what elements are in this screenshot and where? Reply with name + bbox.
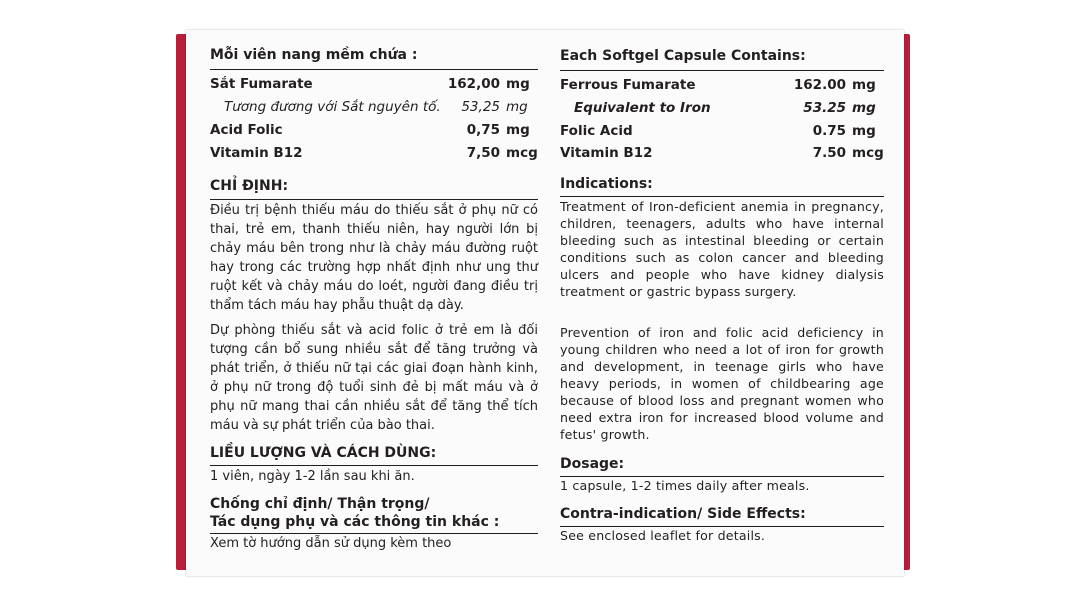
- indications-treatment-vi: Điều trị bệnh thiếu máu do thiếu sắt ở phụ nữ có thai, trẻ em, thanh thiếu niên, hay người lớn bị chảy máu bên trong như là chảy máu đường ruột hay trong các trường hợp nhất định như ung thư ruột kết và chảy máu do loét, người đang điều trị thẩm tách máu hay phẫu thuật dạ dày.: [210, 203, 538, 313]
- ingredient-value: 0,75: [466, 122, 500, 138]
- indications-prevention-en: Prevention of iron and folic acid deficiency in young children who need a lot of iron for growth and development, in teenage girls who have heavy periods, in women of childbearing age because of blood loss and pregnant women who need extra iron for increased blood volume and fetus' growth.: [560, 325, 884, 442]
- ingredient-unit: mg: [852, 77, 876, 93]
- ingredient-value: 7,50: [466, 145, 500, 161]
- composition-title-vi: Mỗi viên nang mềm chứa :: [210, 47, 418, 63]
- ingredient-unit: mg: [506, 122, 530, 138]
- divider: [560, 196, 884, 197]
- ingredient-value: 0.75: [812, 123, 846, 139]
- contra-title-en: Contra-indication/ Side Effects:: [560, 506, 806, 522]
- contra-title-vi-line2: Tác dụng phụ và các thông tin khác :: [210, 514, 500, 530]
- ingredient-name: Equivalent to Iron: [574, 100, 711, 116]
- ingredient-value: 7.50: [812, 145, 846, 161]
- ingredient-value: 162.00: [793, 77, 846, 93]
- indications-prevention-vi: Dự phòng thiếu sắt và acid folic ở trẻ em là đối tượng cần bổ sung nhiều sắt để tăng trưởng và phát triển, ở thiếu nữ tại các giai đoạn hành kinh, ở phụ nữ trong độ tuổi sinh đẻ bị mất máu và ở phụ nữ mang thai cần nhiều sắt để tăng thể tích máu và sự phát triển của bào thai.: [210, 323, 538, 433]
- indications-treatment-en: Treatment of Iron-deficient anemia in pregnancy, children, teenagers, adults who have internal bleeding such as intestinal bleeding or certain conditions such as colon cancer and bleeding ulcers and people who have kidney dialysis treatment or gastric bypass surgery.: [560, 199, 884, 299]
- ingredient-value: 53.25: [803, 100, 846, 116]
- ingredient-name: Ferrous Fumarate: [560, 77, 696, 93]
- ingredient-value: 162,00: [447, 76, 500, 92]
- composition-title-en: Each Softgel Capsule Contains:: [560, 48, 806, 64]
- ingredient-unit: mg: [852, 100, 876, 116]
- divider: [210, 199, 538, 200]
- dosage-title-vi: LIỀU LƯỢNG VÀ CÁCH DÙNG:: [210, 445, 437, 461]
- dosage-text-en: 1 capsule, 1-2 times daily after meals.: [560, 478, 810, 493]
- ingredient-name: Vitamin B12: [210, 145, 303, 161]
- contra-title-vi-line1: Chống chỉ định/ Thận trọng/: [210, 496, 430, 512]
- ingredient-unit: mcg: [852, 145, 884, 161]
- ingredient-unit: mg: [506, 76, 530, 92]
- contra-text-vi: Xem tờ hướng dẫn sử dụng kèm theo: [210, 536, 452, 551]
- contra-text-en: See enclosed leaflet for details.: [560, 528, 766, 543]
- ingredient-unit: mg: [506, 99, 528, 115]
- divider: [560, 70, 884, 71]
- ingredient-unit: mcg: [506, 145, 538, 161]
- indications-title-vi: CHỈ ĐỊNH:: [210, 178, 289, 194]
- divider: [210, 465, 538, 466]
- ingredient-name: Tương đương với Sắt nguyên tố.: [224, 99, 441, 115]
- dosage-title-en: Dosage:: [560, 456, 625, 472]
- ingredient-name: Acid Folic: [210, 122, 283, 138]
- indications-title-en: Indications:: [560, 176, 653, 192]
- ingredient-name: Folic Acid: [560, 123, 633, 139]
- ingredient-unit: mg: [852, 123, 876, 139]
- ingredient-name: Sắt Fumarate: [210, 76, 313, 92]
- divider: [210, 69, 538, 70]
- ingredient-value: 53,25: [461, 99, 500, 115]
- package-label-panel: [186, 30, 904, 576]
- ingredient-name: Vitamin B12: [560, 145, 653, 161]
- dosage-text-vi: 1 viên, ngày 1-2 lần sau khi ăn.: [210, 469, 415, 484]
